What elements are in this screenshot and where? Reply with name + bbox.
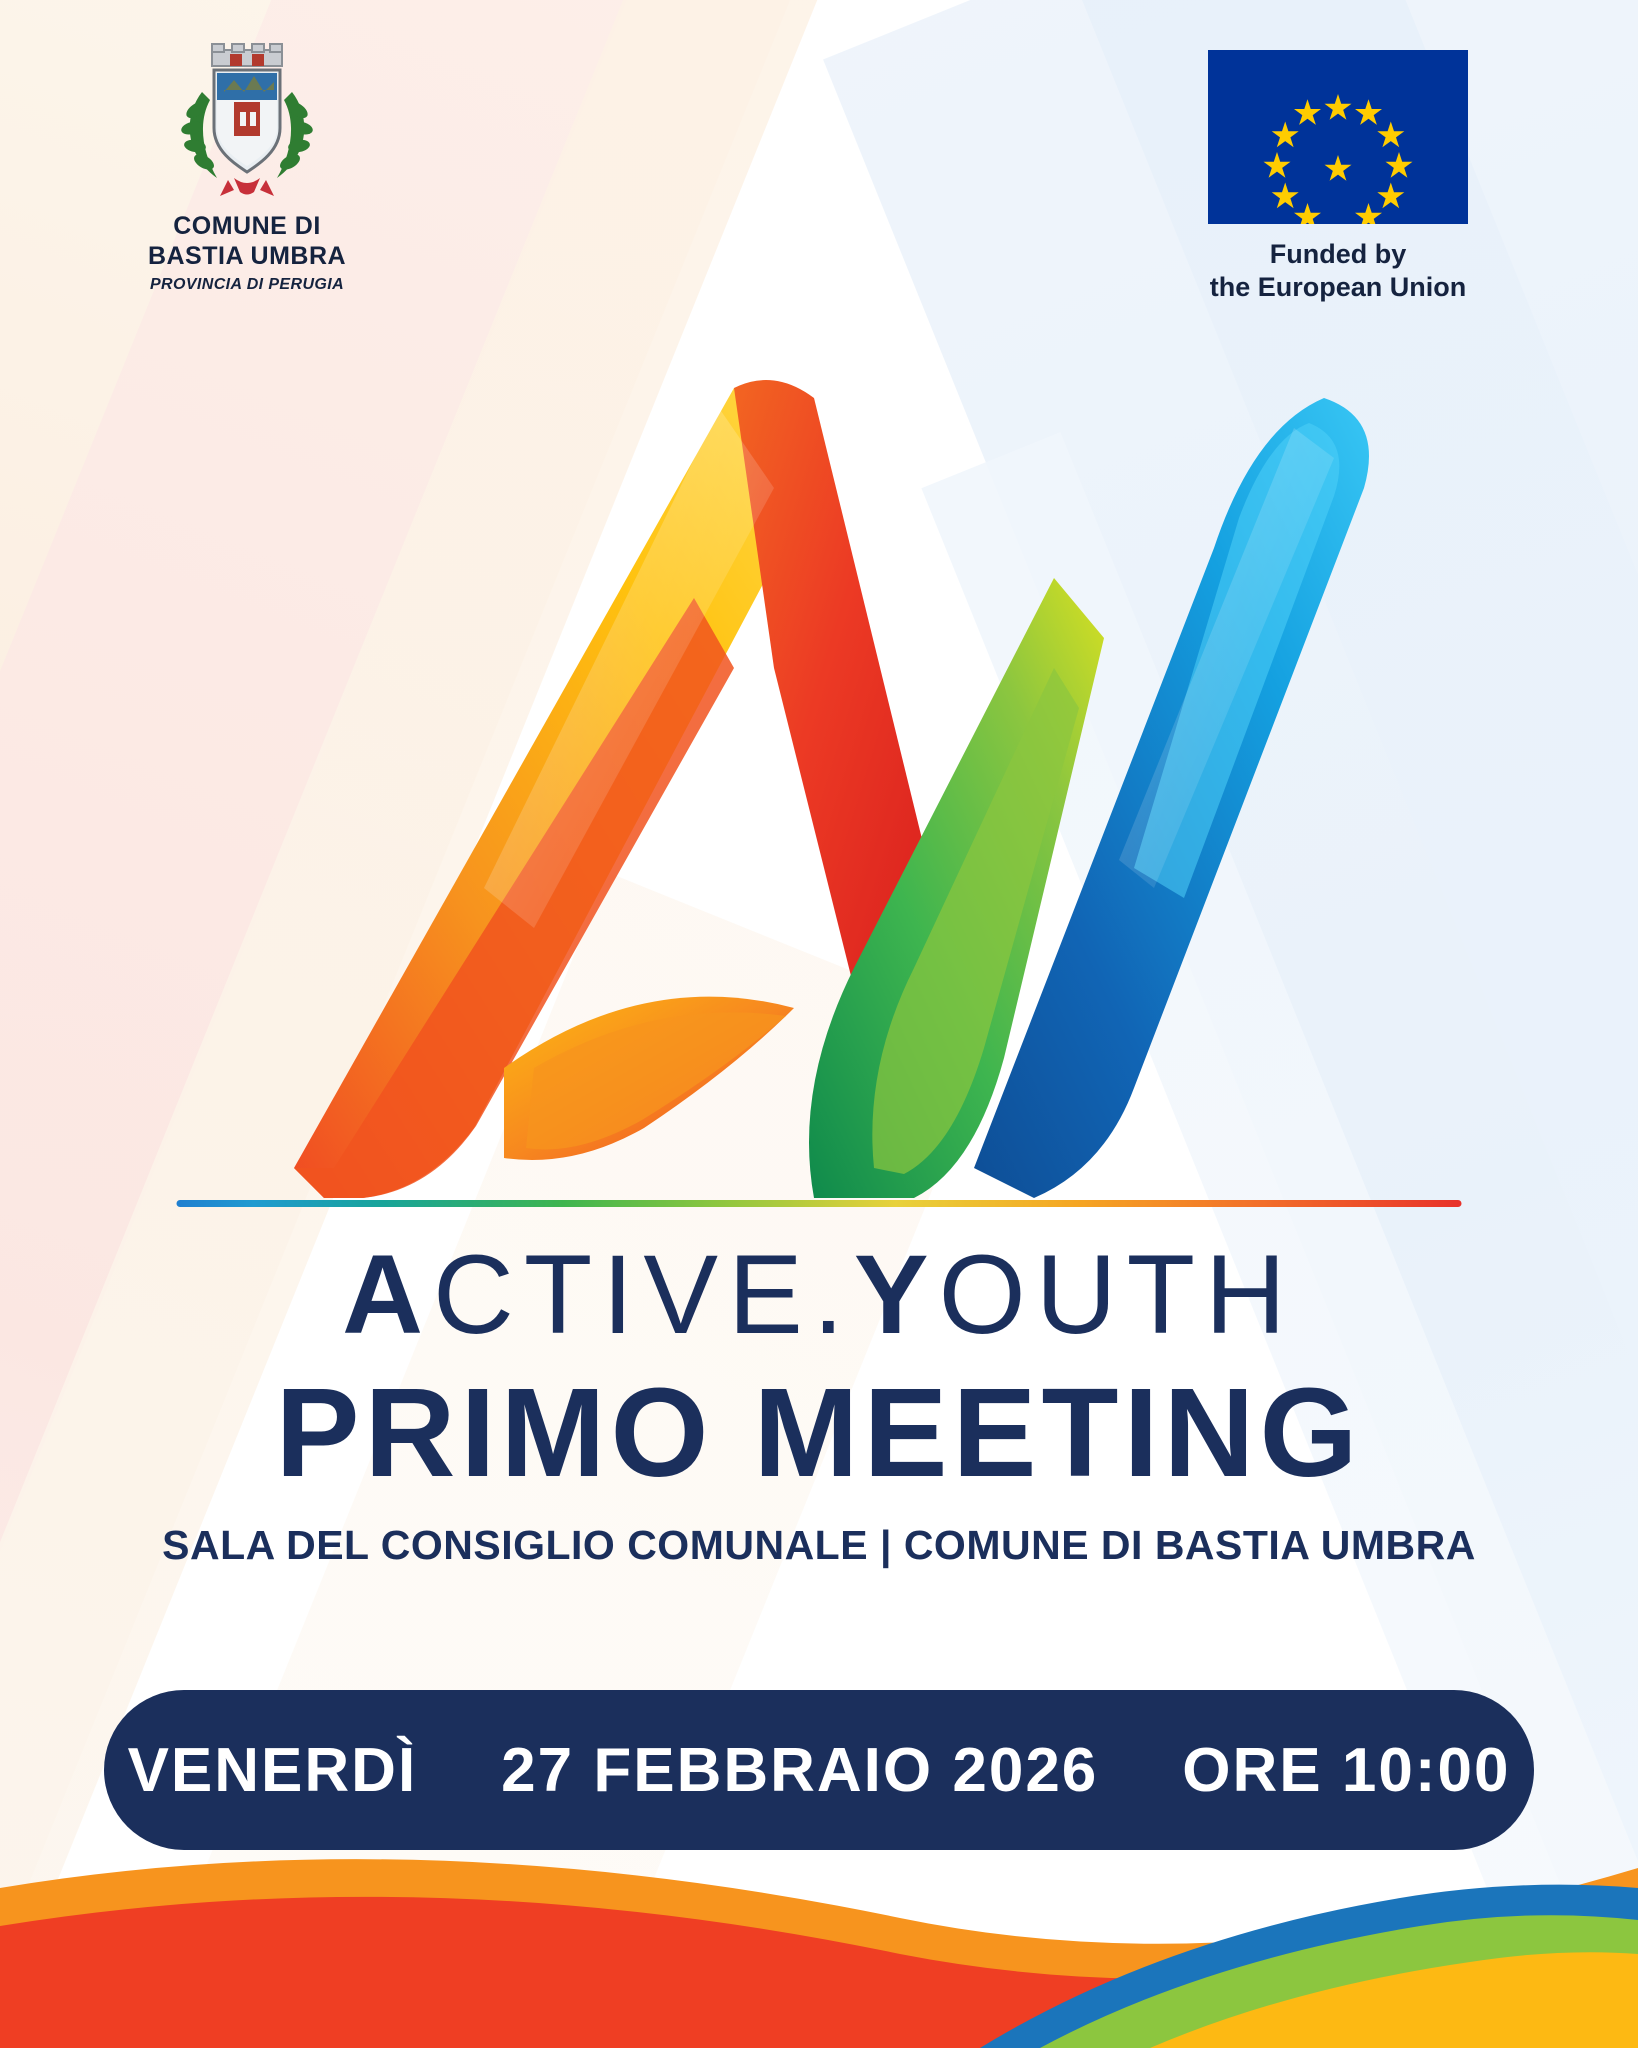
eu-funding-caption xyxy=(1128,238,1548,304)
brand-title-a: A xyxy=(342,1232,433,1357)
brand-title-outh: OUTH xyxy=(938,1232,1296,1357)
brand-title-y: Y xyxy=(853,1232,939,1357)
poster-header xyxy=(0,0,1638,370)
event-venue: SALA DEL CONSIGLIO COMUNALE | COMUNE DI BASTIA UMBRA xyxy=(162,1522,1476,1569)
poster-titles xyxy=(0,1232,1638,1569)
municipality-name xyxy=(92,212,402,271)
municipality-name-line1: COMUNE DI xyxy=(173,212,321,240)
eu-caption-line2: the European Union xyxy=(1209,271,1467,302)
rainbow-divider xyxy=(177,1200,1462,1207)
eu-caption-line1: Funded by xyxy=(1269,239,1407,269)
brand-title-ctive: CTIVE. xyxy=(432,1232,854,1357)
municipality-name-line2: BASTIA UMBRA xyxy=(147,241,347,270)
brand-title xyxy=(0,1232,1638,1357)
eu-funding-block xyxy=(1128,50,1548,304)
event-day: VENERDÌ xyxy=(127,1735,418,1805)
event-title: PRIMO MEETING xyxy=(275,1362,1363,1504)
municipality-province: PROVINCIA DI PERUGIA xyxy=(149,276,345,293)
european-union-flag-icon xyxy=(1208,50,1468,224)
municipality-block xyxy=(92,40,402,294)
event-date: 27 FEBBRAIO 2026 xyxy=(501,1735,1099,1805)
coat-of-arms-icon xyxy=(172,40,322,200)
active-youth-a-mark-icon xyxy=(174,368,1464,1198)
color-wave-decoration xyxy=(0,1748,1638,2048)
event-time: ORE 10:00 xyxy=(1182,1735,1511,1805)
